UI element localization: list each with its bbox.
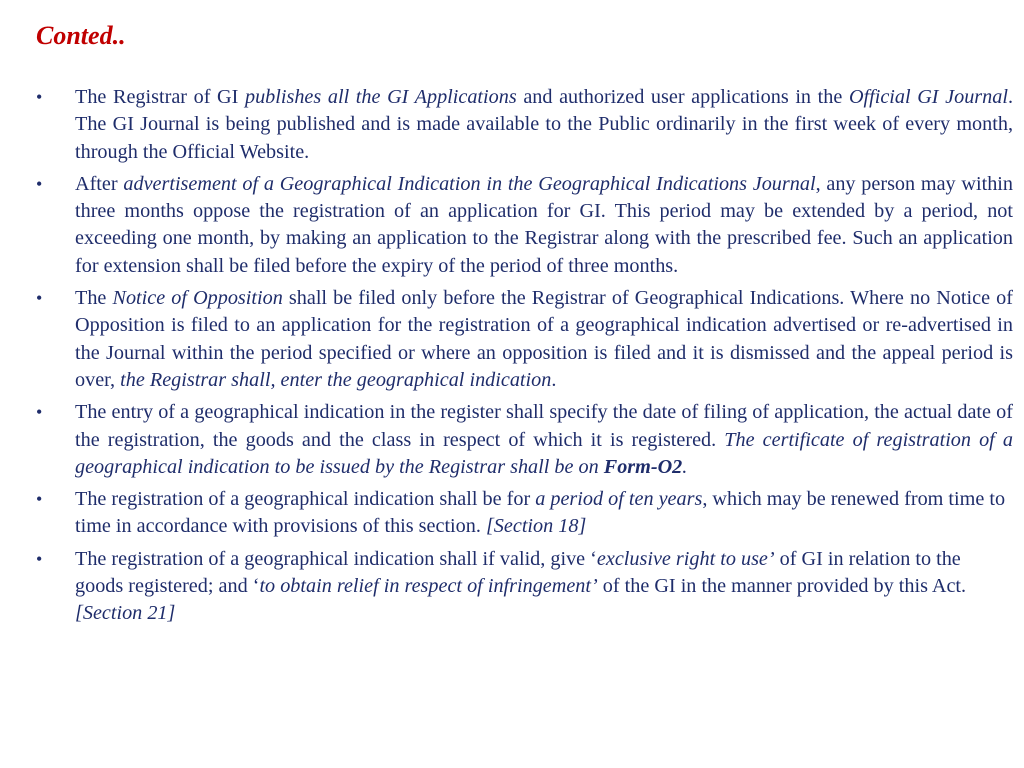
bullet-text-run: [Section 18]	[485, 515, 587, 538]
bullet-item	[36, 486, 1013, 541]
bullet-text-run: a period of ten years	[535, 488, 703, 511]
bullet-text-run: of the GI in the manner provided by this Act.	[597, 575, 967, 598]
bullet-item	[36, 285, 1013, 394]
bullet-text-run: The registration of a geographical indication shall be for	[75, 488, 536, 511]
bullet-text-run: The certificate of registration of a geographical indication to be issued by the Registrar shall be on	[75, 428, 1013, 478]
bullet-dot-icon: •	[36, 489, 43, 510]
bullet-text-run: Notice of Opposition	[112, 287, 283, 310]
bullet-text-run: and authorized user applications in the	[516, 86, 849, 108]
bullet-text-run: The registration of a geographical indication shall if valid, give ‘	[75, 547, 597, 570]
bullet-text-run: the Registrar shall, enter the geographical indication	[120, 368, 552, 391]
bullet-dot-icon: •	[36, 548, 43, 569]
bullet-text-run: [Section 21]	[75, 602, 176, 625]
bullet-text-run: Official GI Journal	[848, 86, 1008, 108]
bullet-text-run: The	[75, 287, 113, 310]
bullet-text-run: .	[682, 455, 688, 478]
slide-title: Conted..	[36, 21, 126, 50]
bullet-text-run: The entry of a geographical indication in the register shall specify the date of filing of application, the actual date of the registration, the goods and the class in respect of which it is registered.	[75, 401, 1013, 451]
bullet-item	[36, 399, 1013, 481]
bullet-text-run: publishes all the GI Applications	[244, 86, 517, 108]
bullet-text-run: of GI in relation to the goods registered; and ‘	[75, 547, 961, 598]
bullet-text-run: The Registrar of GI	[75, 86, 245, 108]
bullet-dot-icon: •	[36, 288, 43, 309]
bullet-text-run: , which may be renewed from time to time in accordance with provisions of this section.	[75, 488, 1006, 538]
bullet-item	[36, 84, 1013, 166]
bullet-dot-icon: •	[36, 402, 43, 423]
bullet-dot-icon: •	[36, 173, 43, 194]
bullet-text-run: . The GI Journal is being published and is made available to the Public ordinarily in the first week of every month, through the Official Website.	[75, 86, 1014, 163]
bullet-dot-icon: •	[36, 87, 43, 107]
bullet-text-run: .	[551, 368, 557, 391]
bullet-list	[36, 84, 1013, 633]
bullet-text-run: Form-O2	[603, 455, 683, 478]
bullet-item	[36, 546, 1013, 628]
bullet-item	[36, 171, 1013, 280]
bullet-text-run: After	[75, 172, 124, 195]
bullet-text-run: advertisement of a Geographical Indication in the Geographical Indications Journal	[123, 172, 816, 195]
bullet-text-run: shall be filed only before the Registrar of Geographical Indications. Where no Notice of Opposition is filed to an application for the registration of a geographical indication advertised or re-advertised in the Journal within the period specified or where an opposition is filed and it is dismissed and the appeal period is over,	[75, 287, 1013, 391]
bullet-text-run: to obtain relief in respect of infringement’	[259, 575, 598, 598]
bullet-text-run: , any person may within three months oppose the registration of an application for GI. This period may be extended by a period, not exceeding one month, by making an application to the Registrar along with the prescribed fee. Such an application for extension shall be filed before the expiry of the period of three months.	[75, 172, 1013, 277]
bullet-text-run: exclusive right to use’	[596, 547, 775, 570]
